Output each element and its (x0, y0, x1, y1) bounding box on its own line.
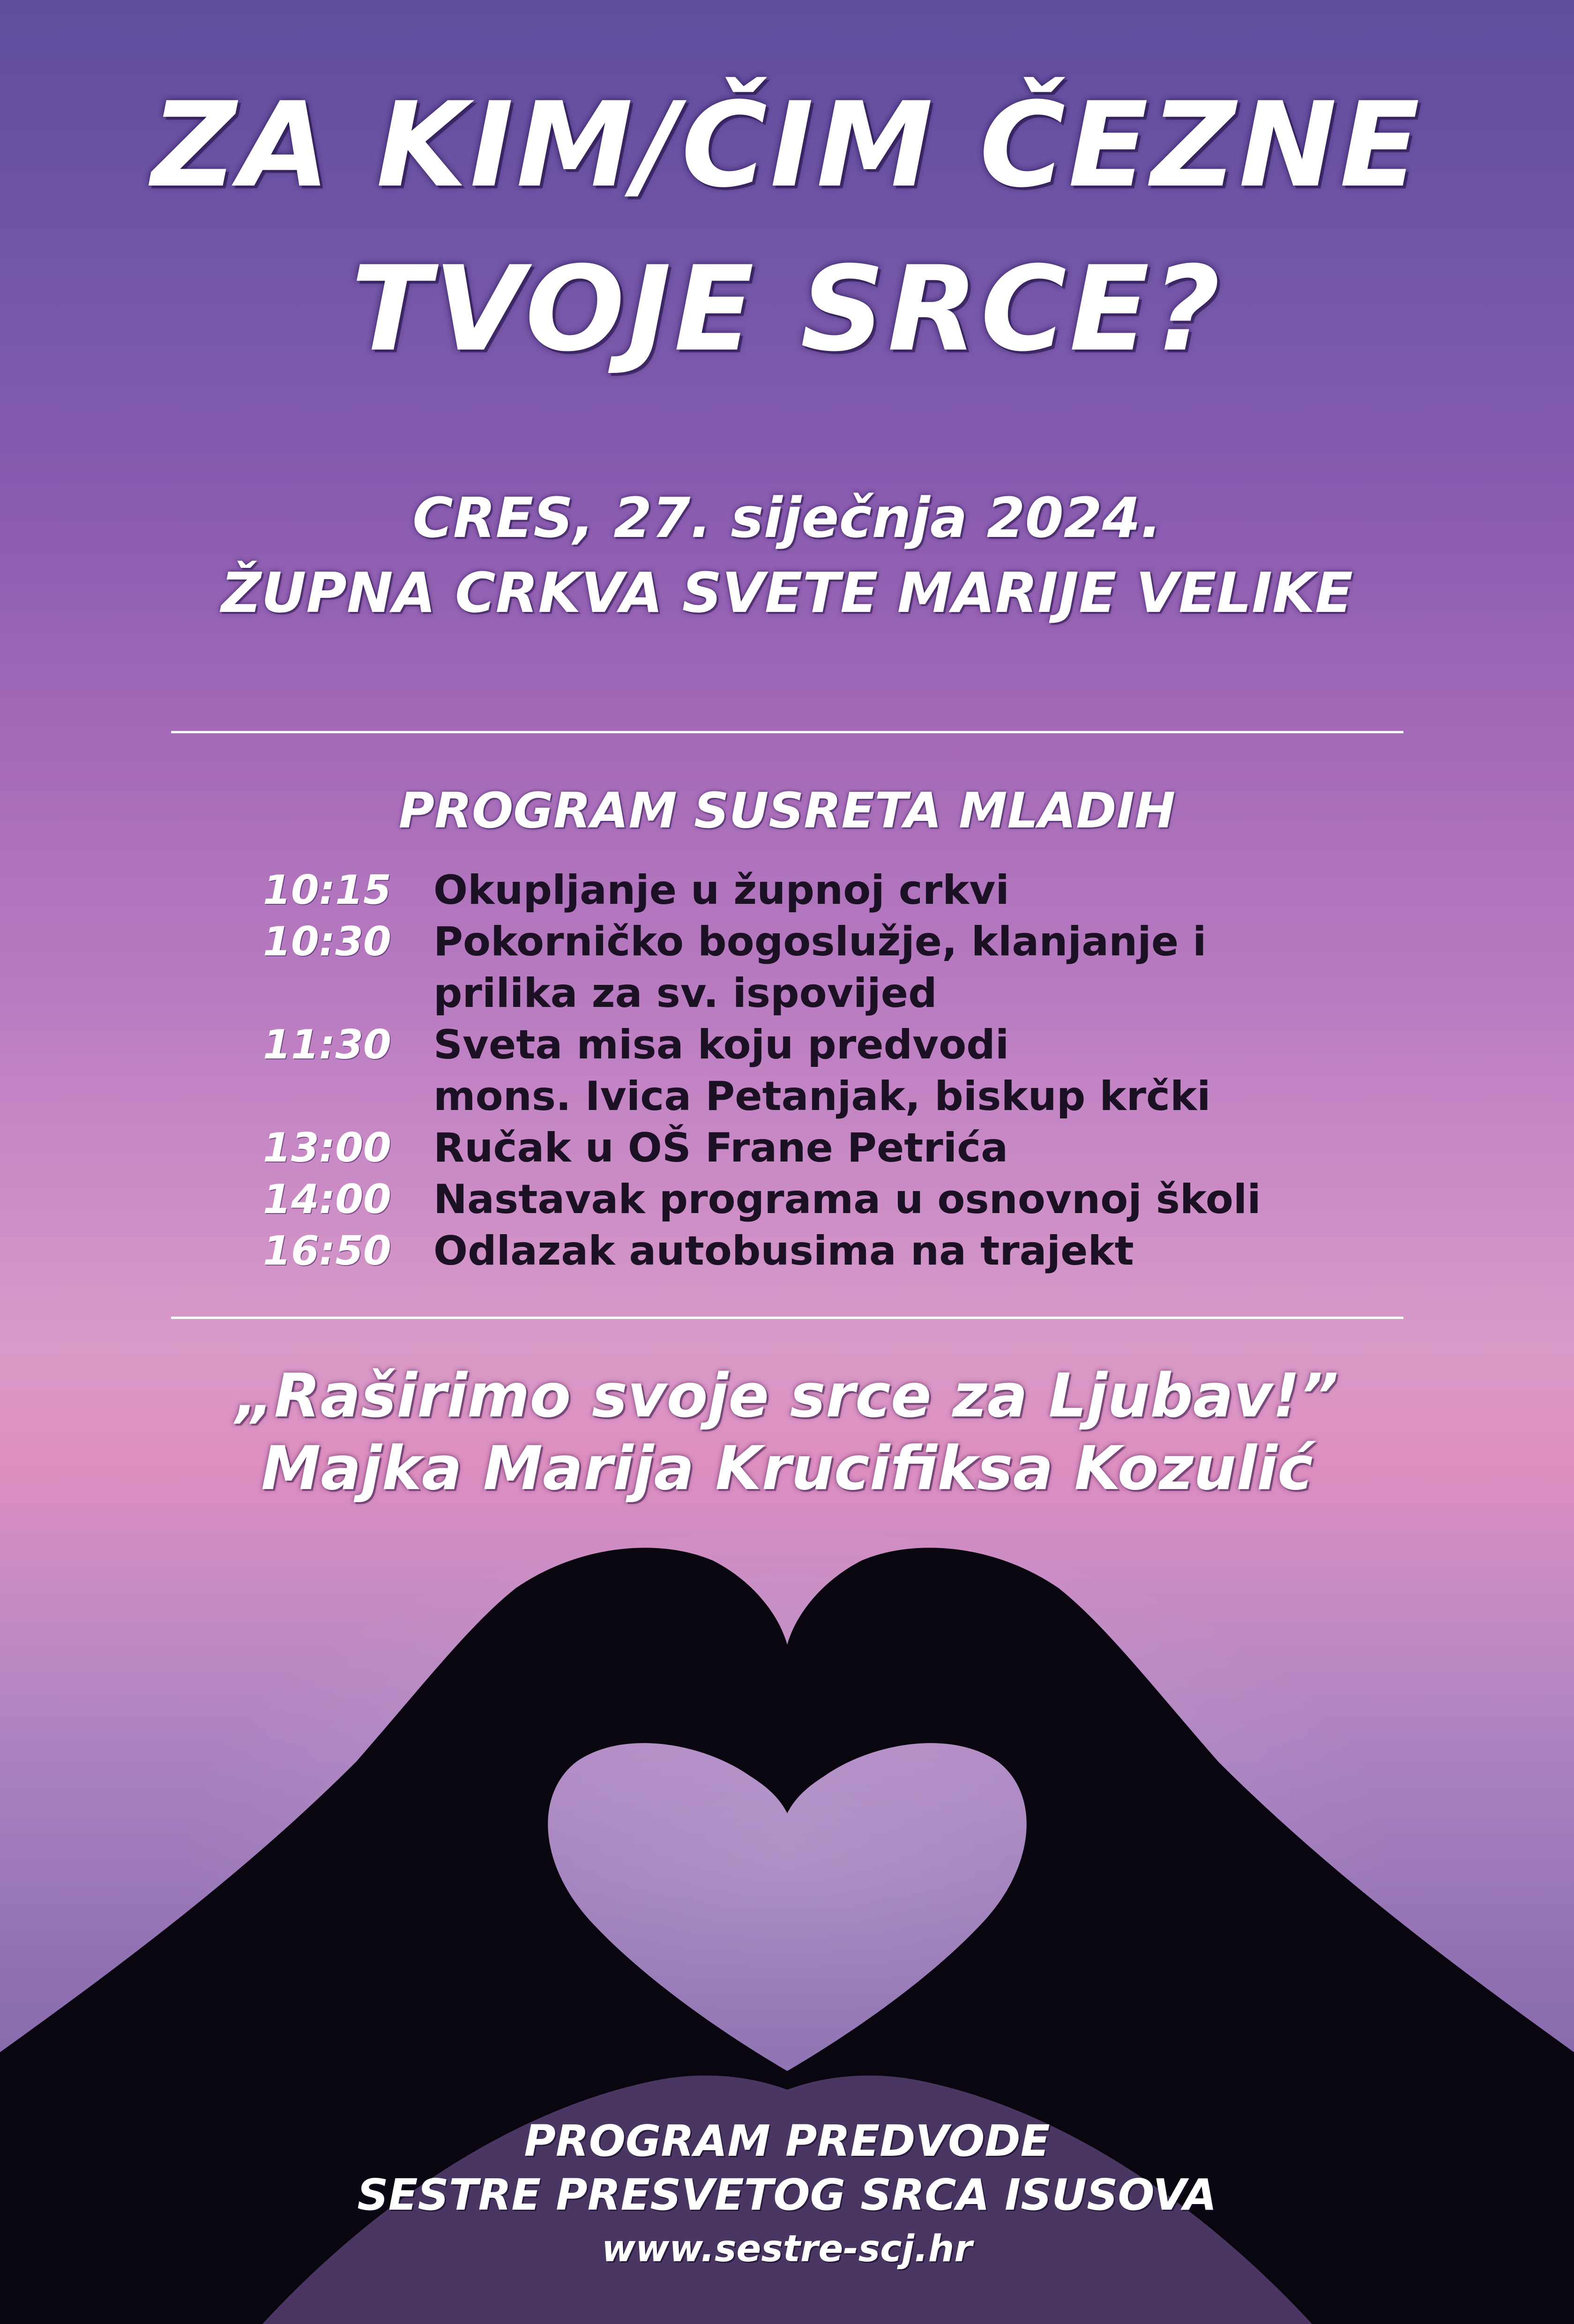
quote-text: „Raširimo svoje srce za Ljubav!” (235, 1361, 1339, 1431)
schedule-description: Odlazak autobusima na trajekt (433, 1228, 1134, 1274)
schedule-time: 14:00 (263, 1176, 391, 1223)
event-venue: ŽUPNA CRKVA SVETE MARIJE VELIKE (221, 560, 1353, 625)
schedule-item-continuation (0, 1071, 1574, 1122)
schedule-item (0, 1122, 1574, 1174)
schedule-item (0, 916, 1574, 968)
schedule-description: prilika za sv. ispovijed (433, 970, 937, 1017)
website-link[interactable]: www.sestre-scj.hr (602, 2228, 972, 2270)
schedule-description: Sveta misa koju predvodi (433, 1021, 1009, 1068)
organizer-name: SESTRE PRESVETOG SRCA ISUSOVA (357, 2170, 1217, 2220)
schedule-description: Ručak u OŠ Frane Petrića (433, 1125, 1008, 1171)
schedule-item (0, 1225, 1574, 1277)
schedule-time: 10:30 (263, 918, 391, 965)
organizer-heading: PROGRAM PREDVODE (524, 2116, 1050, 2166)
divider-bottom (171, 1317, 1403, 1319)
schedule-description: mons. Ivica Petanjak, biskup krčki (433, 1073, 1211, 1120)
schedule-time: 13:00 (263, 1125, 391, 1171)
schedule-item (0, 1174, 1574, 1225)
divider-top (171, 731, 1403, 733)
schedule-list (0, 864, 1574, 1277)
schedule-time: 11:30 (263, 1021, 391, 1068)
schedule-description: Okupljanje u župnoj crkvi (433, 867, 1009, 914)
schedule-description: Nastavak programa u osnovnoj školi (433, 1176, 1261, 1223)
schedule-item (0, 1019, 1574, 1071)
schedule-item (0, 864, 1574, 916)
schedule-time: 16:50 (263, 1228, 391, 1274)
schedule-item-continuation (0, 968, 1574, 1019)
quote-author: Majka Marija Krucifiksa Kozulić (261, 1434, 1313, 1504)
event-date: CRES, 27. siječnja 2024. (412, 485, 1162, 550)
headline-line-1: ZA KIM/ČIM ČEZNE (151, 77, 1423, 213)
headline-line-2: TVOJE SRCE? (351, 241, 1223, 377)
schedule-description: Pokorničko bogoslužje, klanjanje i (433, 918, 1207, 965)
schedule-time: 10:15 (263, 867, 391, 914)
program-heading: PROGRAM SUSRETA MLADIH (398, 782, 1176, 839)
